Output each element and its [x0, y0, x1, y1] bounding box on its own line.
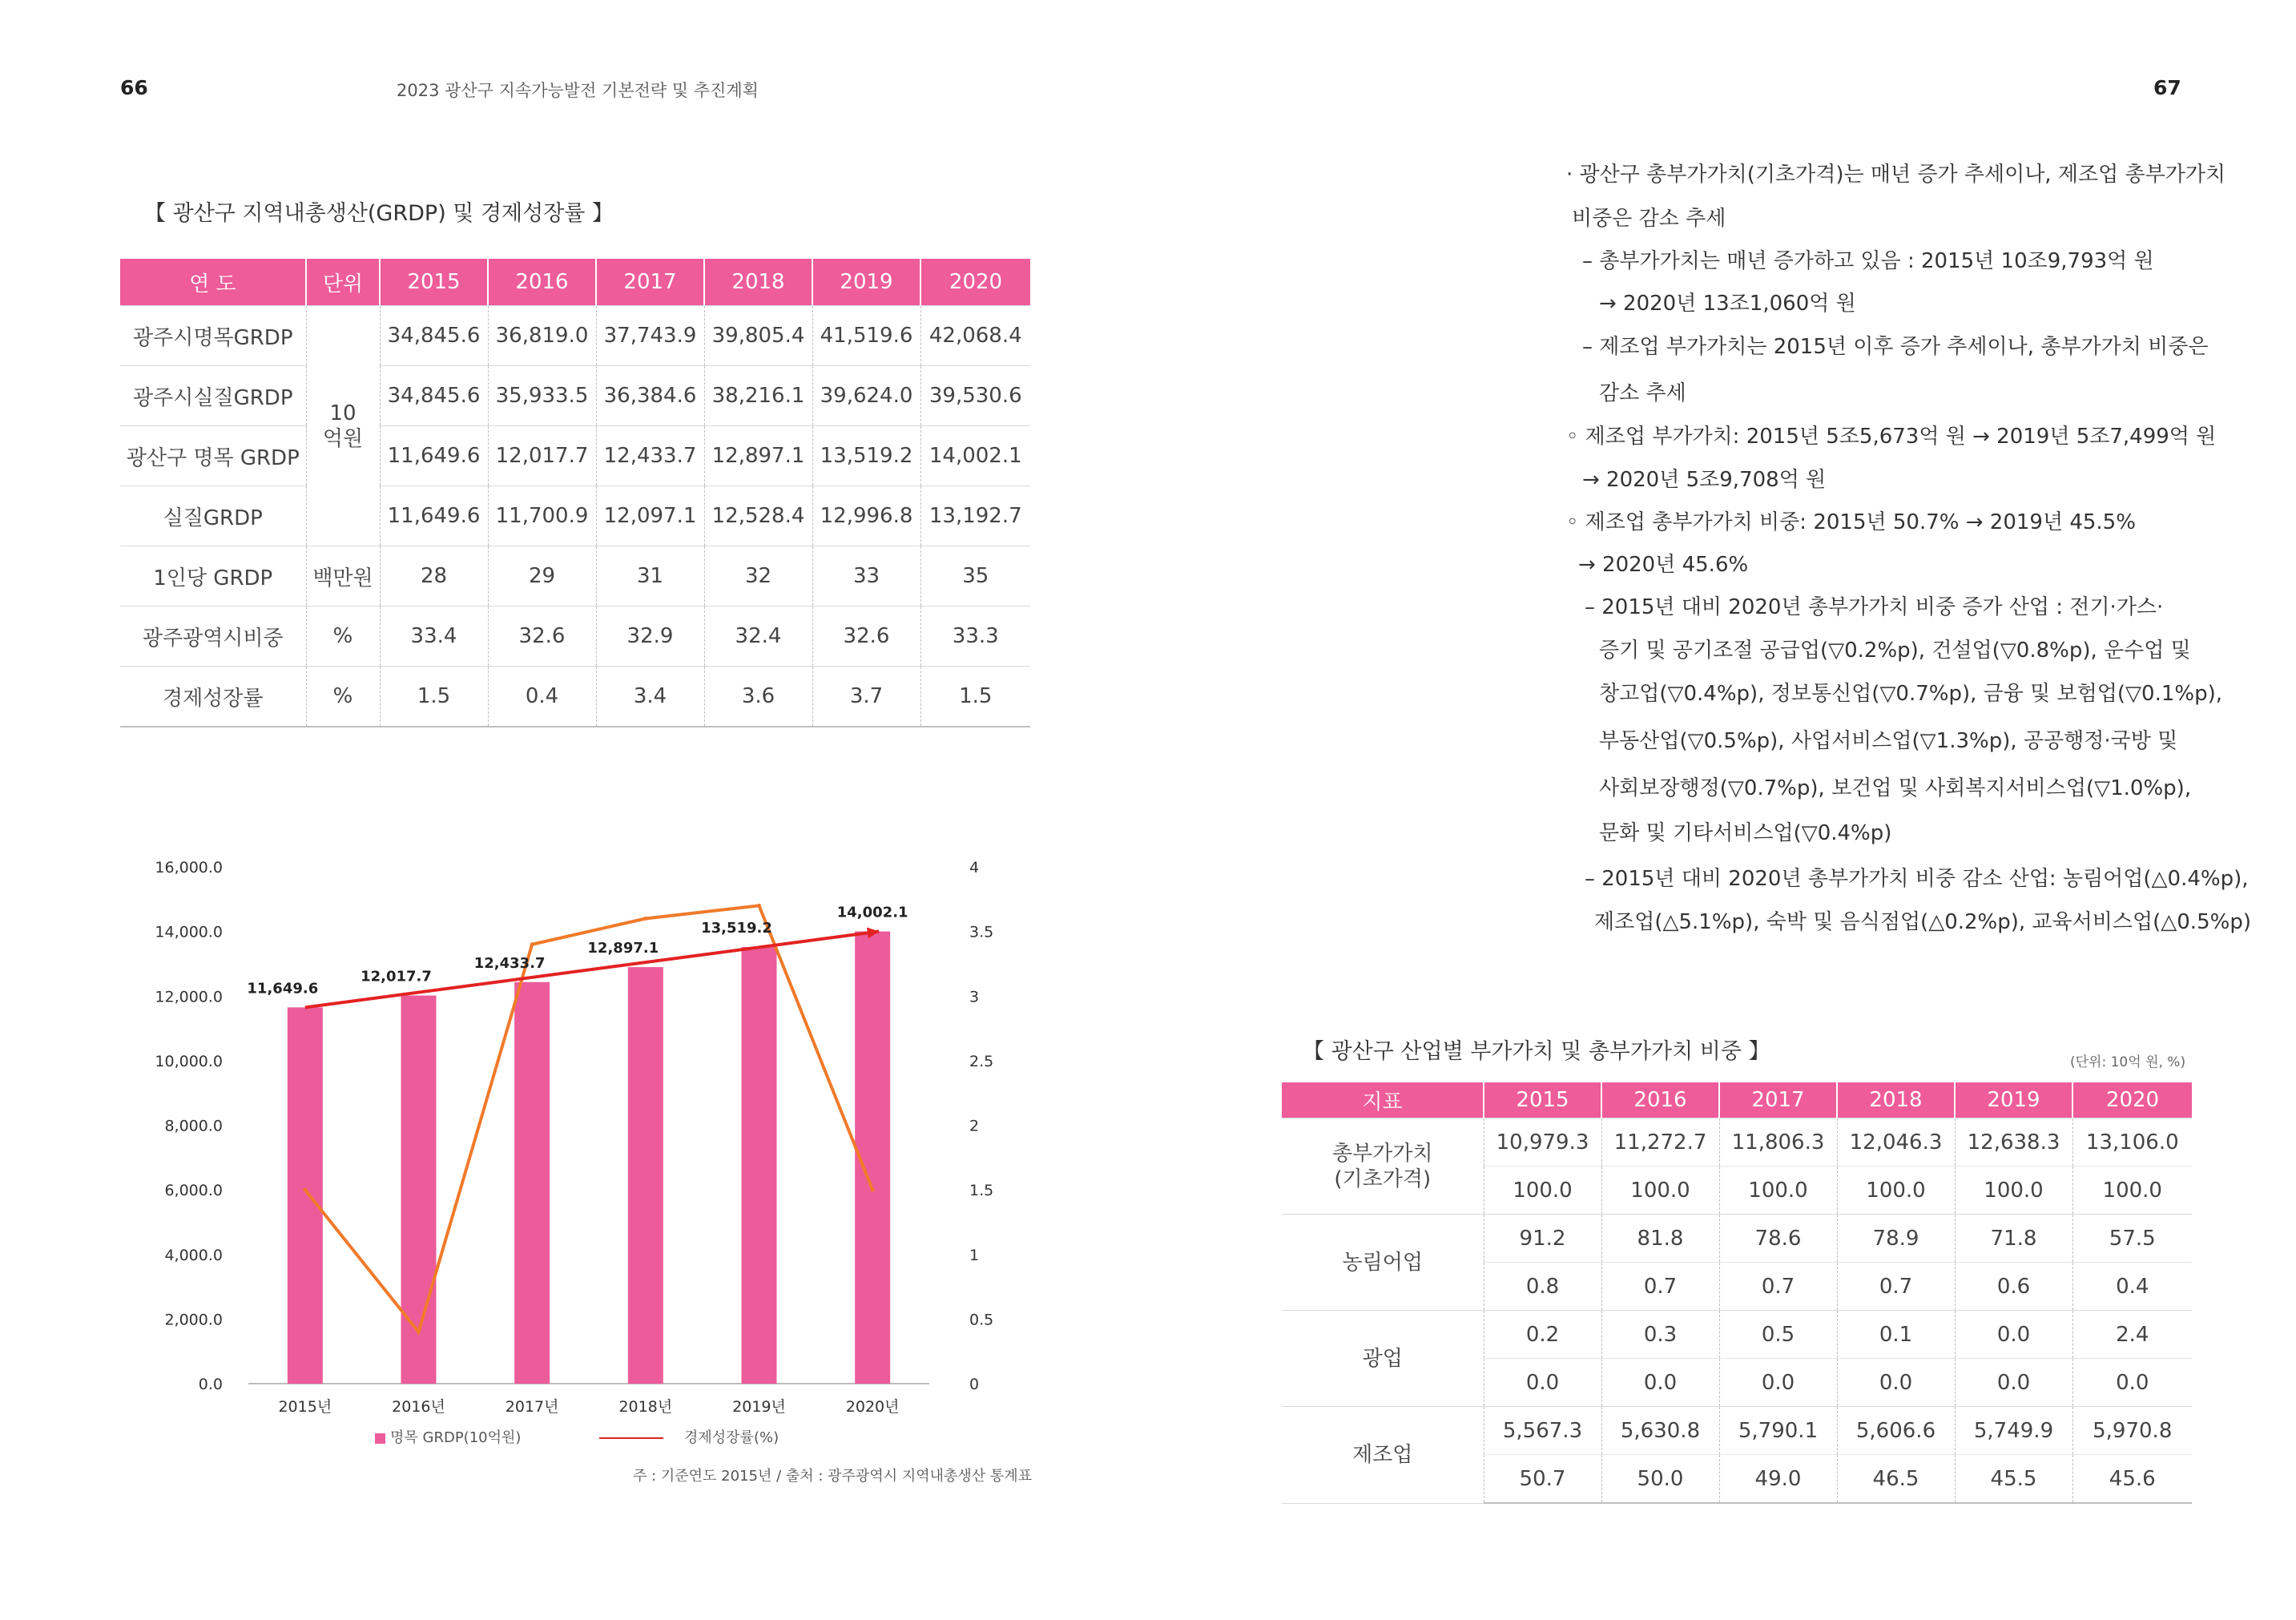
table-cell: 0.0 [1955, 1359, 2072, 1407]
table-cell: 33.4 [380, 606, 488, 667]
table-cell: 100.0 [1601, 1167, 1719, 1215]
table-cell: 13,106.0 [2072, 1118, 2192, 1167]
table-cell: 32.9 [596, 606, 704, 667]
chart-source-note: 주 : 기준연도 2015년 / 출처 : 광주광역시 지역내총생산 통계표 [633, 1468, 1033, 1485]
right-tick-label: 3 [969, 988, 980, 1006]
growth-point [871, 1188, 875, 1192]
growth-point [417, 1330, 421, 1334]
industry-header-cell: 2020 [2072, 1082, 2192, 1118]
right-tick-label: 1 [969, 1246, 980, 1264]
note-line: – 2015년 대비 2020년 총부가가치 비중 감소 산업: 농림어업(△0.4%p), [1585, 867, 2249, 891]
table-cell: 0.0 [1837, 1359, 1955, 1407]
growth-point [530, 942, 534, 946]
grdp-table-title: 【 광산구 지역내총생산(GRDP) 및 경제성장률 】 [144, 201, 614, 226]
legend-bar-label: 명목 GRDP(10억원) [390, 1429, 522, 1446]
table-cell: 0.5 [1719, 1311, 1837, 1359]
table-cell: 12,097.1 [596, 486, 704, 546]
table-cell: 41,519.6 [812, 306, 920, 366]
x-tick-label: 2018년 [618, 1398, 673, 1416]
table-cell: 11,649.6 [380, 426, 488, 486]
table-cell: 0.7 [1719, 1263, 1837, 1311]
table-cell: 50.0 [1601, 1455, 1719, 1504]
table-cell: 34,845.6 [380, 306, 488, 366]
grdp-table [120, 259, 1030, 727]
table-cell: 5,790.1 [1719, 1407, 1837, 1455]
left-tick-label: 10,000.0 [155, 1052, 223, 1070]
table-cell: 3.4 [596, 667, 704, 727]
table-cell: 0.7 [1601, 1263, 1719, 1311]
row-label: 광주광역시비중 [120, 606, 306, 667]
table-cell: 32.6 [488, 606, 596, 667]
right-tick-label: 2 [969, 1117, 980, 1135]
legend-bar-swatch [375, 1433, 385, 1444]
left-page-number: 66 [120, 76, 148, 99]
note-line: → 2020년 5조9,708억 원 [1582, 468, 1827, 492]
table-cell: 10,979.3 [1484, 1118, 1601, 1167]
table-cell: 100.0 [1719, 1167, 1837, 1215]
table-cell: 33.3 [920, 606, 1030, 667]
note-line: 창고업(▽0.4%p), 정보통신업(▽0.7%p), 금융 및 보험업(▽0.1%p), [1599, 682, 2222, 706]
table-cell: 31 [596, 546, 704, 606]
bar-data-label: 12,433.7 [473, 954, 546, 972]
grdp-table-header [120, 259, 1030, 306]
merged-unit-cell [306, 306, 380, 546]
unit-line2: 억원 [322, 426, 364, 451]
table-row [120, 546, 1030, 606]
left-tick-label: 8,000.0 [164, 1117, 223, 1135]
note-line: 비중은 감소 추세 [1572, 207, 1726, 231]
group-label [1282, 1311, 1484, 1407]
table-cell: 11,806.3 [1719, 1118, 1837, 1167]
running-title: 2023 광산구 지속가능발전 기본전략 및 추진계획 [397, 81, 759, 100]
table-cell: 39,624.0 [812, 366, 920, 426]
industry-table-header [1282, 1082, 2192, 1118]
industry-header-cell: 2015 [1484, 1082, 1601, 1118]
table-cell: 38,216.1 [704, 366, 812, 426]
left-tick-label: 0.0 [198, 1376, 223, 1393]
grdp-header-cell: 2019 [812, 259, 920, 306]
note-line: · 광산구 총부가가치(기초가격)는 매년 증가 추세이나, 제조업 총부가가치 [1566, 163, 2226, 187]
table-cell: 32.6 [812, 606, 920, 667]
table-cell: 12,638.3 [1955, 1118, 2072, 1167]
table-cell: 3.7 [812, 667, 920, 727]
grdp-chart [120, 833, 1041, 1490]
bar-data-label: 14,002.1 [836, 904, 908, 921]
note-line: – 총부가가치는 매년 증가하고 있음 : 2015년 10조9,793억 원 [1582, 249, 2154, 273]
table-cell: 39,805.4 [704, 306, 812, 366]
row-label: 광주시명목GRDP [120, 306, 306, 366]
table-cell: 0.4 [2072, 1263, 2192, 1311]
left-tick-label: 14,000.0 [155, 923, 223, 941]
table-cell: 100.0 [1955, 1167, 2072, 1215]
table-cell: 11,700.9 [488, 486, 596, 546]
note-line: 제조업(△5.1%p), 숙박 및 음식점업(△0.2%p), 교육서비스업(△0.5%p) [1594, 910, 2251, 934]
table-row [120, 366, 1030, 426]
bar [401, 996, 437, 1384]
table-cell: 5,749.9 [1955, 1407, 2072, 1455]
x-tick-label: 2015년 [278, 1398, 332, 1416]
left-tick-label: 6,000.0 [164, 1182, 223, 1200]
table-cell: 5,606.6 [1837, 1407, 1955, 1455]
left-tick-label: 4,000.0 [164, 1246, 223, 1264]
x-tick-label: 2016년 [392, 1398, 445, 1416]
left-tick-label: 16,000.0 [155, 859, 223, 876]
table-row [120, 426, 1030, 486]
table-cell: 11,272.7 [1601, 1118, 1719, 1167]
right-tick-label: 3.5 [969, 923, 994, 941]
table-cell: 12,528.4 [704, 486, 812, 546]
right-tick-label: 0.5 [969, 1311, 994, 1329]
x-tick-label: 2019년 [732, 1398, 786, 1416]
table-row [1282, 1311, 2192, 1359]
table-row [120, 306, 1030, 366]
table-cell: 78.6 [1719, 1215, 1837, 1263]
row-label: 광주시실질GRDP [120, 366, 306, 426]
table-cell: 28 [380, 546, 488, 606]
row-label: 경제성장률 [120, 667, 306, 727]
table-cell: 29 [488, 546, 596, 606]
table-cell: 5,630.8 [1601, 1407, 1719, 1455]
table-row [1282, 1407, 2192, 1455]
table-cell: 45.5 [1955, 1455, 2072, 1504]
table-cell: 0.4 [488, 667, 596, 727]
table-cell: 37,743.9 [596, 306, 704, 366]
table-cell: 34,845.6 [380, 366, 488, 426]
table-row [1282, 1118, 2192, 1167]
group-label [1282, 1118, 1484, 1215]
grdp-header-cell: 연 도 [120, 259, 306, 306]
table-cell: 0.0 [2072, 1359, 2192, 1407]
table-cell: 81.8 [1601, 1215, 1719, 1263]
note-line: ◦ 제조업 총부가가치 비중: 2015년 50.7% → 2019년 45.5% [1566, 510, 2136, 534]
bar [288, 1007, 323, 1384]
table-cell: 33 [812, 546, 920, 606]
unit-cell: % [306, 667, 380, 727]
industry-header-cell: 2017 [1719, 1082, 1837, 1118]
table-cell: 12,046.3 [1837, 1118, 1955, 1167]
grdp-header-cell: 단위 [306, 259, 380, 306]
note-line: ◦ 제조업 부가가치: 2015년 5조5,673억 원 → 2019년 5조7,499억 원 [1566, 425, 2217, 449]
grdp-header-cell: 2020 [920, 259, 1030, 306]
unit-cell: % [306, 606, 380, 667]
table-cell: 36,819.0 [488, 306, 596, 366]
industry-header-cell: 2018 [1837, 1082, 1955, 1118]
grdp-header-cell: 2016 [488, 259, 596, 306]
industry-header-cell: 2016 [1601, 1082, 1719, 1118]
right-tick-label: 2.5 [969, 1052, 994, 1070]
grdp-header-cell: 2018 [704, 259, 812, 306]
table-cell: 1.5 [920, 667, 1030, 727]
table-row [120, 667, 1030, 727]
row-label: 실질GRDP [120, 486, 306, 546]
industry-header-cell: 지표 [1282, 1082, 1484, 1118]
table-cell: 11,649.6 [380, 486, 488, 546]
growth-point [757, 904, 761, 908]
bar-data-label: 12,017.7 [361, 968, 432, 985]
left-tick-label: 12,000.0 [155, 988, 223, 1006]
industry-table-title: 【 광산구 산업별 부가가치 및 총부가가치 비중 】 [1303, 1039, 1770, 1064]
table-cell: 100.0 [1837, 1167, 1955, 1215]
table-row [1282, 1215, 2192, 1263]
table-cell: 12,433.7 [596, 426, 704, 486]
grdp-header-cell: 2017 [596, 259, 704, 306]
table-cell: 91.2 [1484, 1215, 1601, 1263]
group-label-line1: 제조업 [1352, 1442, 1413, 1467]
table-cell: 13,519.2 [812, 426, 920, 486]
x-tick-label: 2017년 [505, 1398, 559, 1416]
growth-point [303, 1188, 307, 1192]
table-cell: 5,970.8 [2072, 1407, 2192, 1455]
row-label: 1인당 GRDP [120, 546, 306, 606]
note-line: 문화 및 기타서비스업(▽0.4%p) [1599, 821, 1892, 845]
table-cell: 0.0 [1601, 1359, 1719, 1407]
unit-line1: 10 [329, 401, 356, 425]
table-cell: 3.6 [704, 667, 812, 727]
table-cell: 0.1 [1837, 1311, 1955, 1359]
note-line: 부동산업(▽0.5%p), 사업서비스업(▽1.3%p), 공공행정·국방 및 [1599, 729, 2178, 753]
bar [514, 982, 550, 1384]
table-cell: 57.5 [2072, 1215, 2192, 1263]
group-label-line2: (기초가격) [1334, 1167, 1432, 1191]
table-cell: 12,996.8 [812, 486, 920, 546]
table-cell: 0.8 [1484, 1263, 1601, 1311]
table-cell: 2.4 [2072, 1311, 2192, 1359]
right-tick-label: 4 [969, 859, 980, 876]
unit-cell: 백만원 [306, 546, 380, 606]
table-cell: 35,933.5 [488, 366, 596, 426]
table-cell: 1.5 [380, 667, 488, 727]
table-cell: 45.6 [2072, 1455, 2192, 1504]
bar-data-label: 13,519.2 [701, 920, 772, 937]
group-label [1282, 1407, 1484, 1504]
table-cell: 12,017.7 [488, 426, 596, 486]
table-cell: 71.8 [1955, 1215, 2072, 1263]
table-cell: 36,384.6 [596, 366, 704, 426]
note-line: 증기 및 공기조절 공급업(▽0.2%p), 건설업(▽0.8%p), 운수업 및 [1599, 639, 2191, 663]
growth-point [643, 917, 647, 921]
note-line: – 제조업 부가가치는 2015년 이후 증가 추세이나, 총부가가치 비중은 [1582, 335, 2209, 359]
note-line: → 2020년 45.6% [1578, 553, 1749, 577]
table-cell: 50.7 [1484, 1455, 1601, 1504]
table-cell: 0.3 [1601, 1311, 1719, 1359]
legend-bar [375, 1426, 521, 1447]
table-cell: 46.5 [1837, 1455, 1955, 1504]
bar [628, 967, 663, 1384]
table-cell: 0.6 [1955, 1263, 2072, 1311]
legend-line-label: 경제성장률(%) [684, 1429, 779, 1446]
note-line: – 2015년 대비 2020년 총부가가치 비중 증가 산업 : 전기·가스· [1585, 595, 2164, 619]
row-label: 광산구 명목 GRDP [120, 426, 306, 486]
table-cell: 0.0 [1719, 1359, 1837, 1407]
group-label-line1: 광업 [1362, 1346, 1403, 1371]
group-label-line1: 농림어업 [1342, 1250, 1423, 1275]
industry-table-unit: (단위: 10억 원, %) [2070, 1054, 2186, 1070]
left-tick-label: 2,000.0 [164, 1311, 223, 1329]
right-tick-label: 1.5 [969, 1182, 994, 1200]
note-line: 감소 추세 [1599, 381, 1686, 405]
table-cell: 0.2 [1484, 1311, 1601, 1359]
table-cell: 100.0 [2072, 1167, 2192, 1215]
x-tick-label: 2020년 [845, 1398, 900, 1416]
right-tick-label: 0 [969, 1376, 980, 1393]
table-cell: 5,567.3 [1484, 1407, 1601, 1455]
table-cell: 0.0 [1955, 1311, 2072, 1359]
note-line: → 2020년 13조1,060억 원 [1599, 292, 1856, 316]
bar-data-label: 11,649.6 [247, 980, 319, 997]
table-cell: 78.9 [1837, 1215, 1955, 1263]
table-cell: 0.0 [1484, 1359, 1601, 1407]
table-cell: 0.7 [1837, 1263, 1955, 1311]
group-label [1282, 1215, 1484, 1311]
table-cell: 13,192.7 [920, 486, 1030, 546]
table-cell: 12,897.1 [704, 426, 812, 486]
table-cell: 42,068.4 [920, 306, 1030, 366]
legend-line-swatch [599, 1437, 663, 1439]
table-cell: 39,530.6 [920, 366, 1030, 426]
group-label-line1: 총부가가치 [1331, 1141, 1433, 1166]
table-cell: 100.0 [1484, 1167, 1601, 1215]
table-row [120, 486, 1030, 546]
bar-data-label: 12,897.1 [587, 940, 659, 957]
industry-table [1282, 1082, 2192, 1504]
table-cell: 32 [704, 546, 812, 606]
industry-header-cell: 2019 [1955, 1082, 2072, 1118]
note-line: 사회보장행정(▽0.7%p), 보건업 및 사회복지서비스업(▽1.0%p), [1599, 776, 2192, 800]
table-cell: 14,002.1 [920, 426, 1030, 486]
table-cell: 32.4 [704, 606, 812, 667]
table-row [120, 606, 1030, 667]
table-cell: 49.0 [1719, 1455, 1837, 1504]
legend-line [599, 1426, 779, 1447]
bar [742, 947, 777, 1384]
right-page-number: 67 [2153, 76, 2181, 99]
grdp-header-cell: 2015 [380, 259, 488, 306]
table-cell: 35 [920, 546, 1030, 606]
